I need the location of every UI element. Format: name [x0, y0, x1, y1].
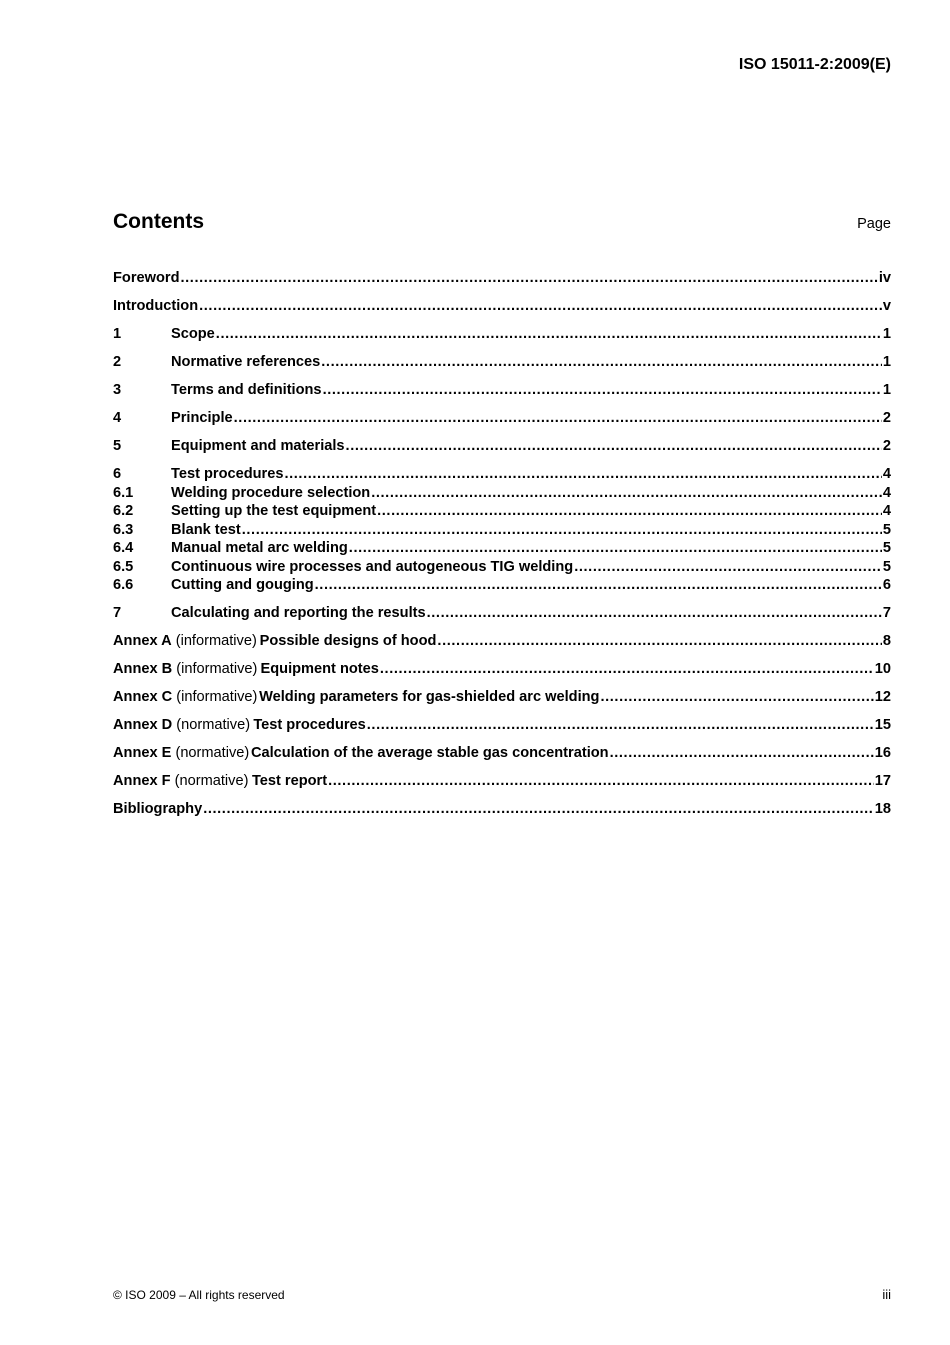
- toc-entry-title: Possible designs of hood: [259, 633, 437, 649]
- toc-entry-page: 12: [874, 689, 891, 705]
- toc-leader: [610, 744, 874, 763]
- toc-entry-clause-6-5[interactable]: [113, 558, 891, 577]
- toc-entry-page: 4: [882, 484, 891, 501]
- toc-entry-clause-6-3[interactable]: [113, 521, 891, 540]
- toc-entry-number: 4: [113, 410, 122, 426]
- toc-entry-clause-7[interactable]: [113, 604, 891, 623]
- document-id: ISO 15011-2:2009(E): [738, 56, 891, 73]
- toc-entry-page: 10: [874, 661, 891, 677]
- annex-type: (normative): [176, 717, 251, 733]
- annex-type: (normative): [174, 773, 249, 789]
- toc-entry-title: Test procedures: [171, 466, 284, 482]
- toc-leader: [349, 539, 882, 558]
- toc-leader: [427, 604, 882, 623]
- copyright-notice: © ISO 2009 – All rights reserved: [113, 1288, 285, 1302]
- toc-entry-title: Bibliography: [113, 801, 203, 817]
- toc-leader: [180, 269, 877, 288]
- toc-entry-clause-6-1[interactable]: [113, 484, 891, 503]
- toc-entry-clause-3[interactable]: [113, 381, 891, 400]
- toc-leader: [199, 297, 882, 316]
- toc-entry-title: Cutting and gouging: [171, 577, 314, 593]
- toc-entry-page: 4: [882, 466, 891, 482]
- annex-label: Annex F: [113, 773, 171, 789]
- toc-entry-title: Welding parameters for gas-shielded arc welding: [259, 689, 600, 705]
- toc-entry-title: Normative references: [171, 354, 321, 370]
- toc-leader: [377, 502, 882, 521]
- toc-entry-page: 18: [874, 801, 891, 817]
- contents-heading: Contents: [113, 210, 204, 233]
- toc-entry-title: Scope: [171, 326, 215, 342]
- toc-entry-number: 3: [113, 382, 122, 398]
- toc-entry-title: Calculation of the average stable gas concentration: [250, 745, 609, 761]
- toc-entry-title: Blank test: [171, 521, 241, 538]
- toc-entry-page: 17: [874, 773, 891, 789]
- table-of-contents: [113, 269, 891, 819]
- toc-entry-page: 8: [882, 633, 891, 649]
- annex-label: Annex A: [113, 633, 172, 649]
- toc-entry-number: 6.6: [113, 577, 134, 593]
- annex-type: (informative): [175, 633, 257, 649]
- toc-entry-annex-d[interactable]: [113, 716, 891, 735]
- toc-leader: [380, 660, 874, 679]
- toc-entry-title: Equipment and materials: [171, 438, 345, 454]
- toc-leader: [346, 437, 882, 456]
- toc-leader: [371, 484, 882, 503]
- toc-entry-title: Welding procedure selection: [171, 484, 371, 501]
- toc-leader: [574, 558, 882, 577]
- toc-entry-number: 6.5: [113, 558, 134, 575]
- annex-label: Annex D: [113, 717, 173, 733]
- toc-entry-number: 6.2: [113, 503, 134, 519]
- toc-entry-title: Equipment notes: [260, 661, 379, 677]
- toc-entry-annex-b[interactable]: [113, 660, 891, 679]
- toc-leader: [242, 521, 882, 540]
- toc-entry-number: 6: [113, 466, 122, 482]
- toc-leader: [284, 465, 881, 484]
- toc-entry-page: 5: [882, 540, 891, 556]
- toc-entry-number: 6.1: [113, 484, 134, 501]
- toc-entry-foreword[interactable]: [113, 269, 891, 288]
- toc-entry-page: 1: [882, 326, 891, 342]
- toc-entry-title: Foreword: [113, 270, 180, 286]
- annex-label: Annex C: [113, 689, 173, 705]
- toc-entry-page: iv: [878, 270, 891, 286]
- toc-entry-clause-6-4[interactable]: [113, 539, 891, 558]
- page-column-label: Page: [857, 216, 891, 232]
- toc-entry-title: Principle: [171, 410, 233, 426]
- toc-entry-clause-5[interactable]: [113, 437, 891, 456]
- toc-leader: [367, 716, 874, 735]
- toc-entry-title: Calculating and reporting the results: [171, 605, 426, 621]
- toc-entry-title: Setting up the test equipment: [171, 503, 377, 519]
- toc-entry-clause-2[interactable]: [113, 353, 891, 372]
- toc-entry-number: 2: [113, 354, 122, 370]
- toc-entry-annex-a[interactable]: [113, 632, 891, 651]
- toc-entry-page: 5: [882, 558, 891, 575]
- toc-entry-title: Introduction: [113, 298, 199, 314]
- toc-leader: [323, 381, 882, 400]
- annex-label: Annex E: [113, 745, 172, 761]
- annex-type: (informative): [176, 689, 258, 705]
- toc-entry-title: Terms and definitions: [171, 382, 322, 398]
- toc-leader: [328, 772, 874, 791]
- toc-leader: [203, 800, 874, 819]
- toc-entry-title: Manual metal arc welding: [171, 540, 348, 556]
- annex-type: (informative): [176, 661, 258, 677]
- toc-entry-introduction[interactable]: [113, 297, 891, 316]
- toc-entry-annex-c[interactable]: [113, 688, 891, 707]
- toc-entry-clause-6-2[interactable]: [113, 502, 891, 521]
- annex-label: Annex B: [113, 661, 173, 677]
- toc-entry-number: 6.4: [113, 540, 134, 556]
- toc-entry-bibliography[interactable]: [113, 800, 891, 819]
- toc-entry-page: 6: [882, 577, 891, 593]
- toc-leader: [315, 576, 882, 595]
- toc-entry-clause-6-6[interactable]: [113, 576, 891, 595]
- toc-entry-page: 15: [874, 717, 891, 733]
- toc-entry-page: 2: [882, 438, 891, 454]
- toc-entry-clause-4[interactable]: [113, 409, 891, 428]
- toc-entry-title: Test procedures: [253, 717, 366, 733]
- toc-entry-page: 5: [882, 521, 891, 538]
- toc-entry-page: 7: [882, 605, 891, 621]
- toc-entry-page: v: [882, 298, 891, 314]
- toc-entry-title: Test report: [251, 773, 328, 789]
- toc-leader: [321, 353, 882, 372]
- toc-entry-page: 4: [882, 503, 891, 519]
- toc-leader: [600, 688, 873, 707]
- annex-type: (normative): [175, 745, 250, 761]
- toc-entry-page: 2: [882, 410, 891, 426]
- toc-entry-annex-e[interactable]: [113, 744, 891, 763]
- toc-leader: [216, 325, 882, 344]
- toc-entry-page: 1: [882, 382, 891, 398]
- toc-leader: [437, 632, 881, 651]
- toc-entry-annex-f[interactable]: [113, 772, 891, 791]
- toc-entry-clause-1[interactable]: [113, 325, 891, 344]
- toc-entry-page: 1: [882, 354, 891, 370]
- toc-entry-number: 6.3: [113, 521, 134, 538]
- page-number: iii: [882, 1287, 891, 1302]
- toc-leader: [234, 409, 882, 428]
- toc-entry-number: 5: [113, 438, 122, 454]
- toc-entry-clause-6[interactable]: [113, 465, 891, 484]
- toc-entry-page: 16: [874, 745, 891, 761]
- toc-entry-title: Continuous wire processes and autogeneous TIG welding: [171, 558, 574, 575]
- toc-entry-number: 7: [113, 605, 122, 621]
- toc-entry-number: 1: [113, 326, 122, 342]
